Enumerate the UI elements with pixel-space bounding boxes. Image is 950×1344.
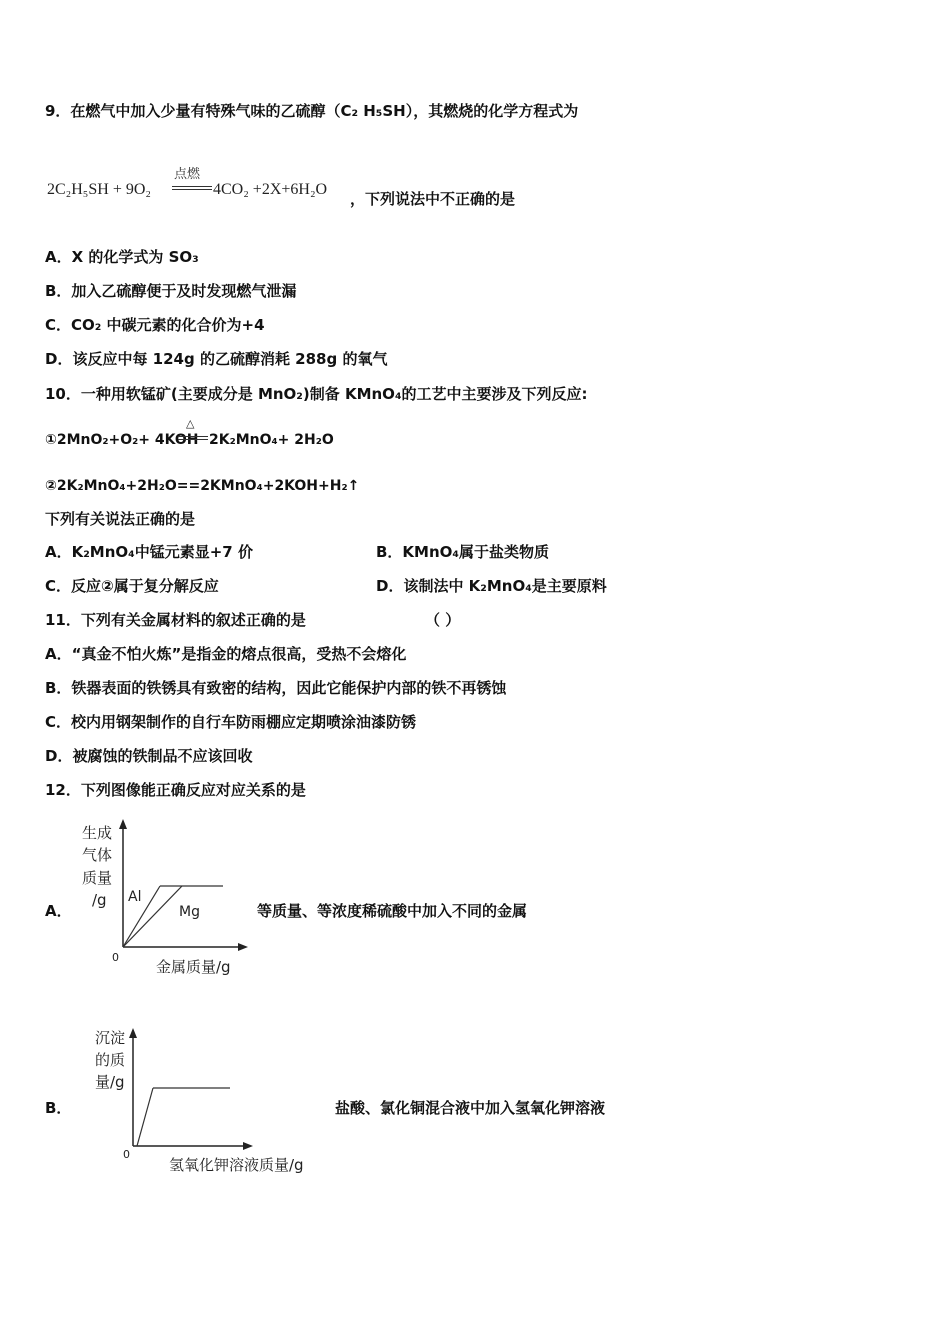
q12-option-b-graph	[85, 1020, 335, 1180]
q9-option-c: C．CO₂ 中碳元素的化合价为+4	[45, 316, 265, 334]
q12-stem: 12．下列图像能正确反应对应关系的是	[45, 781, 306, 799]
q9-equation-right: 4CO₂ +2X+6H₂O	[213, 181, 328, 198]
q9-option-d: D．该反应中每 124g 的乙硫醇消耗 288g 的氧气	[45, 350, 388, 368]
q12-b-origin: 0	[123, 1148, 130, 1161]
q12-b-y-arrow	[129, 1028, 137, 1038]
q12-b-xlabel: 氢氧化钾溶液质量/g	[169, 1156, 304, 1174]
q9-stem-tail: ，下列说法中不正确的是	[350, 190, 516, 208]
q12-option-b-desc: 盐酸、氯化铜混合液中加入氢氧化钾溶液	[335, 1099, 606, 1117]
q10-reaction-1-double-bar	[178, 436, 208, 440]
q11-answer-bracket: （ ）	[425, 611, 461, 629]
q12-option-b-label: B．	[45, 1099, 72, 1117]
q12-b-ylabel-3: 量/g	[95, 1073, 125, 1091]
q11-option-d: D．被腐蚀的铁制品不应该回收	[45, 747, 253, 765]
q12-a-x-arrow	[238, 943, 248, 951]
q12-b-series-rise	[137, 1088, 153, 1146]
q9-equation-double-bar	[172, 186, 212, 190]
q9-option-b: B．加入乙硫醇便于及时发现燃气泄漏	[45, 282, 297, 300]
q12-a-ylabel-4: /g	[92, 891, 107, 909]
q12-a-legend-mg: Mg	[179, 904, 200, 920]
q11-option-c: C．校内用钢架制作的自行车防雨棚应定期喷涂油漆防锈	[45, 713, 417, 731]
q12-a-legend-al: Al	[128, 889, 142, 905]
q12-a-ylabel-3: 质量	[82, 869, 113, 887]
q11-option-b: B．铁器表面的铁锈具有致密的结构，因此它能保护内部的铁不再锈蚀	[45, 679, 507, 697]
q10-option-b: B．KMnO₄属于盐类物质	[376, 543, 549, 561]
q10-reaction-2: ②2K₂MnO₄+2H₂O==2KMnO₄+2KOH+H₂↑	[45, 478, 360, 494]
q12-a-ylabel-1: 生成	[82, 824, 113, 842]
q9-option-a: A．X 的化学式为 SO₃	[45, 248, 199, 266]
q11-stem: 11．下列有关金属材料的叙述正确的是	[45, 611, 306, 629]
q12-b-ylabel-2: 的质	[95, 1051, 126, 1069]
q12-option-a-desc: 等质量、等浓度稀硫酸中加入不同的金属	[257, 902, 528, 920]
q10-reaction-1-left: ①2MnO₂+O₂+ 4KOH	[45, 432, 199, 448]
q12-a-y-arrow	[119, 819, 127, 829]
q10-stem: 10．一种用软锰矿(主要成分是 MnO₂)制备 KMnO₄的工艺中主要涉及下列反应:	[45, 385, 588, 403]
q12-a-origin: 0	[112, 951, 119, 964]
q10-option-d: D．该制法中 K₂MnO₄是主要原料	[376, 577, 607, 595]
q11-option-a: A．“真金不怕火炼”是指金的熔点很高，受热不会熔化	[45, 645, 407, 663]
q12-a-xlabel: 金属质量/g	[156, 958, 231, 976]
q12-option-a-graph	[70, 815, 260, 980]
q12-a-ylabel-2: 气体	[82, 846, 113, 864]
q12-option-a-label: A．	[45, 902, 72, 920]
q10-option-a: A．K₂MnO₄中锰元素显+7 价	[45, 543, 253, 561]
q9-equation-left: 2C₂H₅SH + 9O₂	[47, 181, 151, 198]
q9-stem: 9．在燃气中加入少量有特殊气味的乙硫醇（C₂ H₅SH），其燃烧的化学方程式为	[45, 102, 579, 120]
q10-option-c: C．反应②属于复分解反应	[45, 577, 219, 595]
q10-reaction-1-condition: △	[186, 417, 195, 430]
q9-equation-condition: 点燃	[174, 167, 201, 182]
q10-reaction-1-right: 2K₂MnO₄+ 2H₂O	[209, 432, 334, 448]
q10-prompt: 下列有关说法正确的是	[45, 510, 196, 528]
q12-b-ylabel-1: 沉淀	[95, 1029, 126, 1047]
q12-b-x-arrow	[243, 1142, 253, 1150]
